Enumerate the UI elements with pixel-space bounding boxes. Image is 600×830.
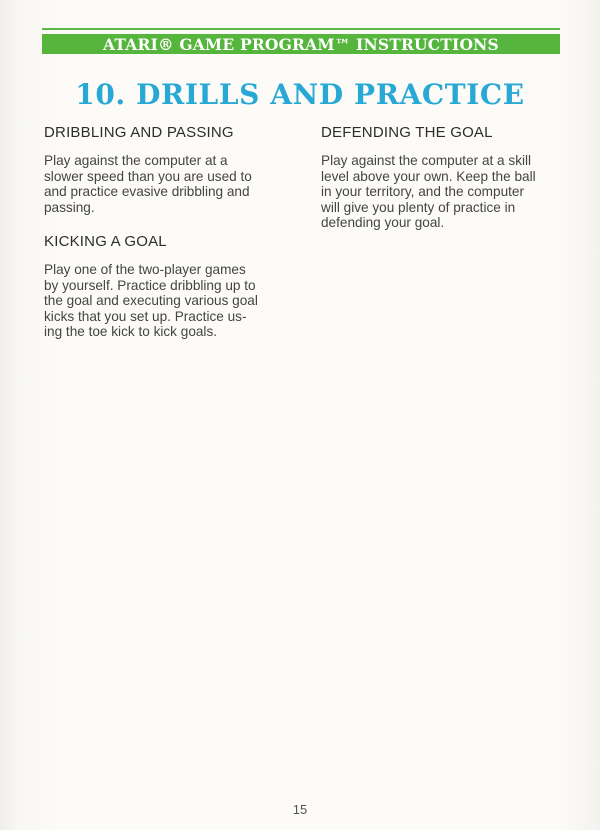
section-kicking-goal [44, 233, 294, 340]
section-body: Play against the computer at a slower speed than you are used to and practice evasive dribbling and passing. [44, 153, 252, 215]
right-column [321, 124, 571, 249]
page-number: 15 [292, 802, 308, 817]
section-dribbling-passing [44, 124, 294, 215]
section-body: Play one of the two-player games by yourself. Practice dribbling up to the goal and executing various goal kicks that you set up. Practice us- ing the toe kick to kick goals. [44, 262, 258, 339]
banner-text: ATARI® GAME PROGRAM™ INSTRUCTIONS [103, 34, 499, 54]
section-heading: DRIBBLING AND PASSING [44, 124, 234, 141]
section-defending-goal [321, 124, 571, 231]
section-heading: DEFENDING THE GOAL [321, 124, 493, 141]
top-rule [42, 28, 560, 30]
header-banner [42, 34, 560, 54]
section-body: Play against the computer at a skill level above your own. Keep the ball in your territory, and the computer will give you plenty of practice in defending your goal. [321, 153, 536, 230]
left-column [44, 124, 294, 358]
chapter-title: 10. DRILLS AND PRACTICE [75, 78, 525, 111]
section-heading: KICKING A GOAL [44, 233, 167, 250]
